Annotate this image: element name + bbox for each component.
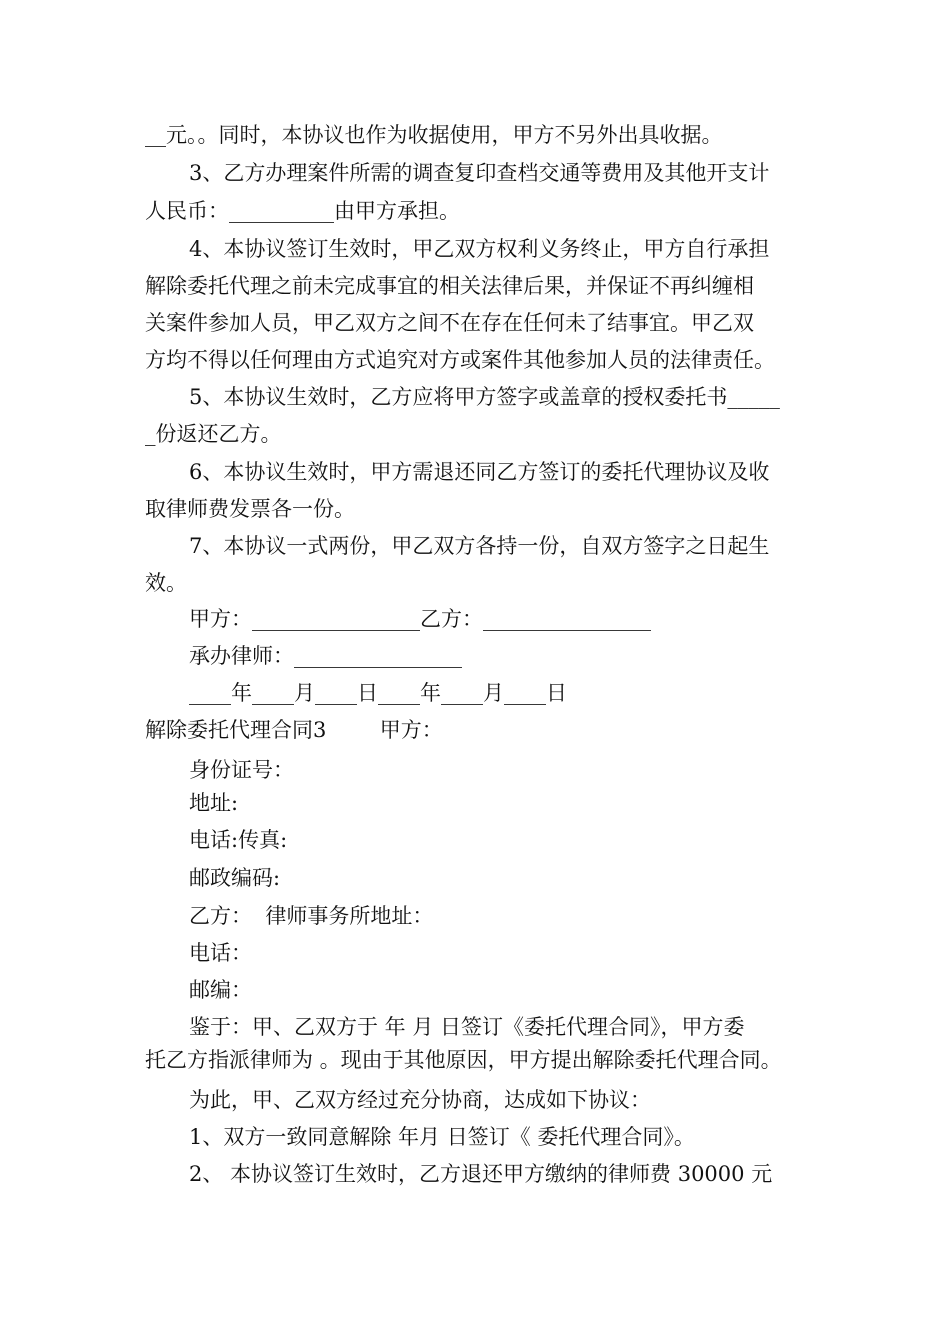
text-line: 关案件参加人员，甲乙双方之间不在存在任何未了结事宜。甲乙双 [145,311,754,335]
text-line: __元。。同时，本协议也作为收据使用，甲方不另外出具收据。 [145,123,723,147]
text-line: 解除委托代理之前未完成事宜的相关法律后果，并保证不再纠缠相 [145,274,754,298]
signature-date-line: ____年____月____日____年____月____日 [189,681,567,705]
text-line: 为此，甲、乙双方经过充分协商，达成如下协议： [189,1088,651,1112]
text-line: 6、本协议生效时，甲方需退还同乙方签订的委托代理协议及收 [189,460,770,484]
text-line: 方均不得以任何理由方式追究对方或案件其他参加人员的法律责任。 [145,348,775,372]
text-line: 邮编： [189,978,252,1002]
text-line: _份返还乙方。 [145,422,282,446]
text-line: 电话:传真: [189,828,288,852]
text-line: 邮政编码: [189,866,281,890]
text-line: 人民币：__________由甲方承担。 [145,199,460,223]
text-line: 7、本协议一式两份，甲乙双方各持一份，自双方签字之日起生 [189,534,770,558]
text-line: 1、双方一致同意解除 年月 日签订《 委托代理合同》。 [189,1125,695,1149]
text-line: 2、 本协议签订生效时，乙方退还甲方缴纳的律师费 30000 元 [189,1162,773,1186]
text-line: 5、本协议生效时，乙方应将甲方签字或盖章的授权委托书_____ [189,385,780,409]
text-line: 效。 [145,571,187,595]
text-line: 身份证号： [189,758,294,782]
signature-lawyer-line: 承办律师：________________ [189,644,462,668]
text-line: 鉴于：甲、乙双方于 年 月 日签订《委托代理合同》，甲方委 [189,1015,745,1039]
text-line: 电话： [189,941,252,965]
text-line: 地址: [189,791,239,815]
text-line: 乙方： 律师事务所地址： [189,904,434,928]
text-line: 3、乙方办理案件所需的调查复印查档交通等费用及其他开支计 [189,161,770,185]
signature-party-line: 甲方：________________乙方：________________ [189,607,651,631]
text-line: 4、本协议签订生效时，甲乙双方权利义务终止，甲方自行承担 [189,237,770,261]
text-line: 托乙方指派律师为 。现由于其他原因，甲方提出解除委托代理合同。 [145,1048,782,1072]
text-line: 取律师费发票各一份。 [145,497,355,521]
section-heading: 解除委托代理合同3 甲方： [145,718,443,742]
